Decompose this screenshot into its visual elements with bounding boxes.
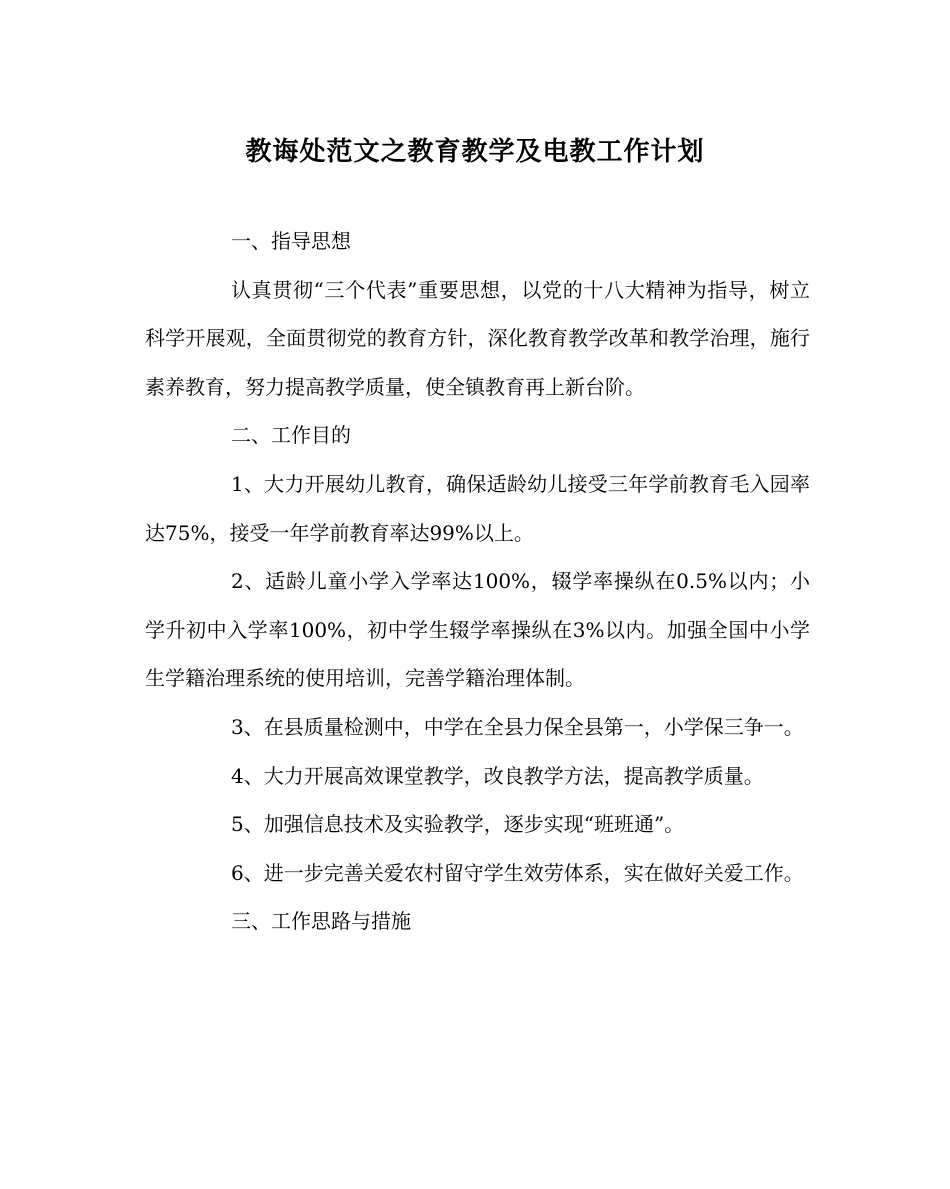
goal-item-5: 5、加强信息技术及实验教学，逐步实现“班班通”。 xyxy=(231,812,685,837)
goal-item-4: 4、大力开展高效课堂教学，改良教学方法，提高教学质量。 xyxy=(231,763,764,788)
document-title: 教诲处范文之教育教学及电教工作计划 xyxy=(245,137,705,167)
goal-item-6: 6、进一步完善关爱农村留守学生效劳体系，实在做好关爱工作。 xyxy=(231,860,804,885)
goal-item-3: 3、在县质量检测中，中学在全县力保全县第一，小学保三争一。 xyxy=(231,714,804,739)
goal-item-2: 2、适龄儿童小学入学率达100%，辍学率操纵在0.5%以内；小学升初中入学率100%，初中学生辍学率操纵在3%以内。加强全国中小学生学籍治理系统的使用培训，完善学籍治理体制。 xyxy=(145,569,810,691)
paragraph-guiding-ideology: 认真贯彻“三个代表”重要思想，以党的十八大精神为指导，树立科学开展观，全面贯彻党的教育方针，深化教育教学改革和教学治理，施行素养教育，努力提高教学质量，使全镇教育再上新台阶。 xyxy=(145,277,810,399)
section-heading-guiding-ideology: 一、指导思想 xyxy=(231,229,351,253)
document-body xyxy=(145,217,810,946)
section-heading-work-measures: 三、工作思路与措施 xyxy=(231,909,411,934)
goal-item-1: 1、大力开展幼儿教育，确保适龄幼儿接受三年学前教育毛入园率达75%，接受一年学前教育率达99%以上。 xyxy=(145,471,810,545)
section-heading-work-goals: 二、工作目的 xyxy=(231,423,351,448)
